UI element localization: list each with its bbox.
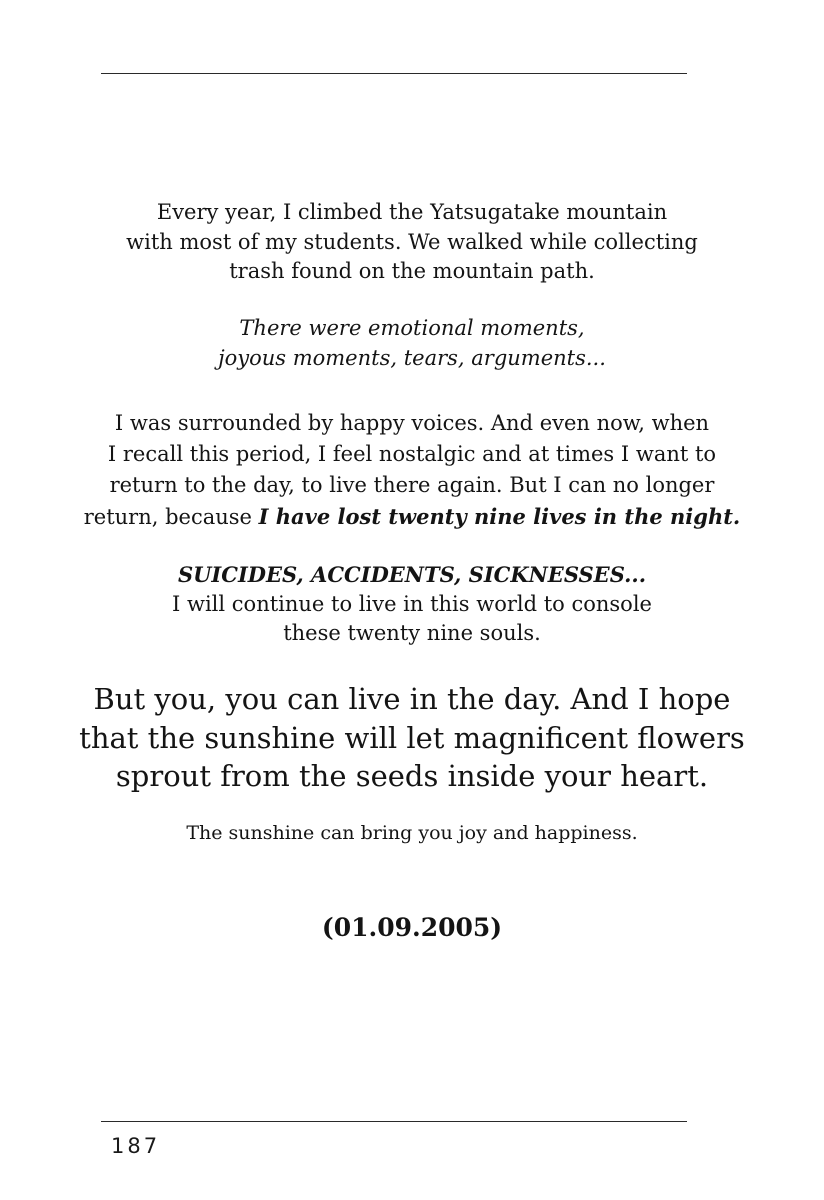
text-line: return to the day, to live there again. But I can no longer xyxy=(109,473,715,497)
text-line: But you, you can live in the day. And I hope xyxy=(93,682,731,716)
date-text: (01.09.2005) xyxy=(321,913,503,942)
text-line: these twenty nine souls. xyxy=(283,621,541,645)
emphasis-lost-lives: I have lost twenty nine lives in the night. xyxy=(258,504,741,529)
paragraph-souls xyxy=(0,560,824,649)
text-line: I was surrounded by happy voices. And even now, when xyxy=(114,411,710,435)
text-line: that the sunshine will let magnificent flowers xyxy=(79,720,745,755)
top-divider xyxy=(101,73,687,74)
paragraph-mountain-climb xyxy=(0,198,824,287)
text-line: I will continue to live in this world to console xyxy=(172,591,652,616)
date-label xyxy=(0,910,824,946)
paragraph-live-in-the-day xyxy=(0,680,824,796)
text-line: trash found on the mountain path. xyxy=(229,259,595,283)
text-lead: return, because xyxy=(83,505,259,529)
text-line: joyous moments, tears, arguments... xyxy=(218,345,606,370)
text-line xyxy=(0,501,824,533)
heading-suicides-accidents: SUICIDES, ACCIDENTS, SICKNESSES... xyxy=(177,562,647,587)
text-line: The sunshine can bring you joy and happiness. xyxy=(186,822,638,844)
text-line: with most of my students. We walked while collecting xyxy=(126,229,698,254)
text-line: There were emotional moments, xyxy=(239,316,585,340)
page-number: 187 xyxy=(111,1134,161,1158)
paragraph-happy-voices xyxy=(0,408,824,533)
text-line: Every year, I climbed the Yatsugatake mountain xyxy=(156,200,668,224)
text-line: sprout from the seeds inside your heart. xyxy=(115,759,709,793)
bottom-divider xyxy=(101,1121,687,1122)
paragraph-sunshine xyxy=(0,819,824,847)
text-line: I recall this period, I feel nostalgic and at times I want to xyxy=(107,442,717,466)
paragraph-moments xyxy=(0,314,824,373)
